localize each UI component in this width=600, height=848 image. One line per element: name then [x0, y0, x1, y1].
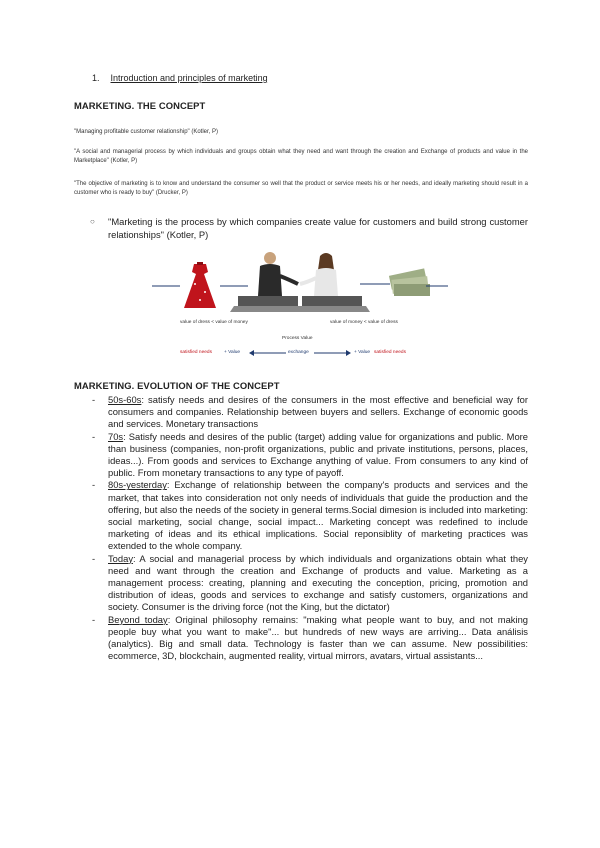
evolution-term: 50s-60s [108, 394, 142, 405]
quote-kotler-1: "Managing profitable customer relationship" (Kotler, P) [74, 129, 218, 135]
evolution-text: : A social and managerial process by which individuals and organizations obtain what they need and want through the creation and Exchange of products and value. Marketing as a management process: creating, planning and executing the conception, pricing, promotion and distribution of ideas, goods and services to exchange and satisfy customers, organizations and society. Consumer is the driving force (not the King, but the dictator) [108, 552, 528, 613]
figure-row-right-value: + Value [354, 350, 371, 355]
bullet-circle-icon: ○ [90, 217, 95, 226]
money-stack-icon [389, 268, 430, 296]
list-dash: - [92, 430, 96, 442]
red-dress-icon [184, 262, 216, 308]
list-dash: - [92, 613, 96, 625]
arrow-right-head [346, 350, 351, 356]
evolution-term: 80s-yesterday [108, 479, 167, 491]
figure-caption-center: Process Value [282, 336, 313, 341]
evolution-text: : satisfy needs and desires of the consumers in the most effective and beneficial way for consumers and companies. Relationship between buyers and sellers. Exchange of economic goods and services. Monetary transactions [108, 394, 528, 430]
evolution-item-today [92, 553, 528, 614]
figure-row-left: satisfied needs [180, 350, 212, 355]
section-heading [92, 73, 268, 83]
arrow-left-head [249, 350, 254, 356]
list-dash: - [92, 394, 96, 405]
laptops-handshake-icon [230, 252, 370, 312]
highlight-quote-text: "Marketing is the process by which companies create value for customers and build strong customer relationships" (Kotler, P) [108, 216, 528, 240]
quote-kotler-2: "A social and managerial process by which individuals and groups obtain what they need and want through the creation and Exchange of products and value in the Marketplace" (Kotler, P) [74, 149, 528, 164]
evolution-term: 70s [108, 430, 124, 442]
list-dash: - [92, 479, 96, 491]
figure-row-right: satisfied needs [374, 350, 406, 355]
value-exchange-figure [150, 248, 450, 360]
concept-title: MARKETING. THE CONCEPT [74, 100, 206, 111]
evolution-term: Beyond today [108, 613, 168, 625]
list-dash: - [92, 552, 96, 564]
evolution-text: : Satisfy needs and desires of the public (target) adding value for organizations and public. More than business (companies, non-profit organizations, public and private institutions, persons, places, ideas...). From goods and services to Exchange anything of value. From consumers to any kind of public. From monetary transactions to any type of payoff. [108, 430, 528, 479]
evolution-text: : Original philosophy remains: "making what people want to buy, and not making people buy what you want to make"... but hundreds of new ways are arriving... Data análisis (analytics). Big and small data. Technology is faster than we can assume. New possibilities: ecommerce, 3D, blockchain, augmented reality, virtual mirrors, avatars, virtual assistants... [108, 613, 528, 662]
evolution-text: : Exchange of relationship between the company's products and services and the market, that takes into consideration not only needs of individuals that guide the production and the offering, but also the needs of the society in general terms.Social dimesion is included into marketing: social marketing, social change, social impact... Marketing concept was redefined to include marketing of ideas and its ethical implications. Social reponsiblity of marketing practices was extended to the whole company. [108, 479, 528, 552]
figure-caption-right: value of money < value of dress [330, 320, 398, 325]
evolution-list [92, 394, 528, 662]
exchange-illustration [150, 248, 450, 360]
figure-row-left-value: + Value [224, 350, 241, 355]
section-title: Introduction and principles of marketing [110, 73, 268, 83]
section-number: 1. [92, 73, 100, 83]
quote-drucker: "The objective of marketing is to know and understand the consumer so well that the product or service meets his or her needs, and ideally marketing should result in a customer who is ready to buy" (Drucker, P) [74, 181, 528, 196]
evolution-item-70s [92, 431, 528, 480]
evolution-item-80s-yesterday [92, 479, 528, 552]
evolution-term: Today [108, 552, 134, 564]
figure-caption-left: value of dress < value of money [180, 320, 248, 325]
evolution-item-beyond-today [92, 614, 528, 663]
figure-row-center: exchange [288, 350, 309, 355]
evolution-title: MARKETING. EVOLUTION OF THE CONCEPT [74, 380, 280, 391]
evolution-item-50s-60s [92, 394, 528, 431]
